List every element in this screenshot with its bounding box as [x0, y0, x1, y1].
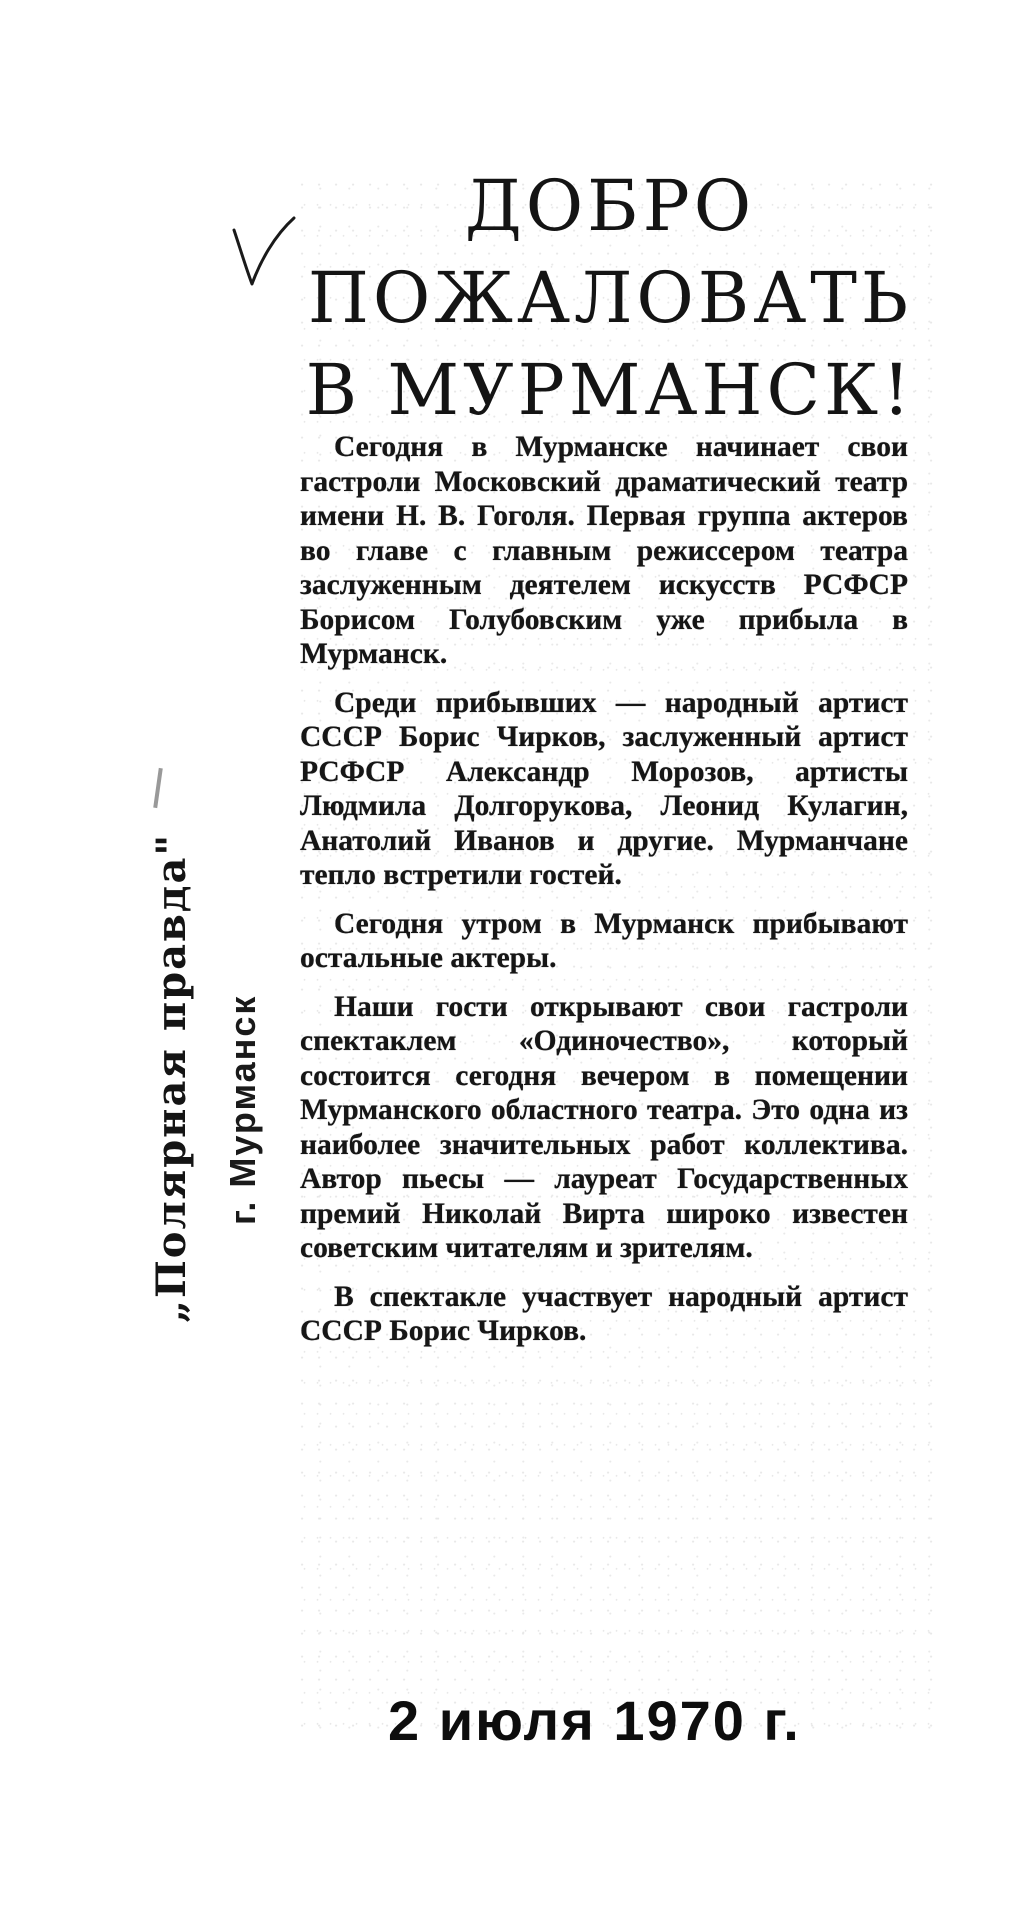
newspaper-city-stamp: г. Мурманск: [222, 994, 263, 1225]
headline-line-2: ПОЖАЛОВАТЬ: [307, 257, 913, 339]
headline-line-3: В МУРМАНСК!: [305, 349, 915, 431]
publication-date: 2 июля 1970 г.: [388, 1689, 801, 1752]
headline-line-1: ДОБРО: [464, 165, 756, 247]
article-paragraph: Сегодня в Мурманске начинает свои гастроли Московский драматический театр имени Н. В. Гоголя. Первая группа актеров во главе с главным режиссером театра заслуженным деятелем искусств РСФСР Борисом Голубовским уже прибыла в Мурманск.: [300, 431, 908, 670]
article-paragraph: В спектакле участвует народный артист СССР Борис Чирков.: [300, 1280, 908, 1347]
newspaper-name-stamp: „Полярная правда": [148, 832, 195, 1323]
article-paragraph: Сегодня утром в Мурманск прибывают остальные актеры.: [300, 907, 908, 974]
article-paragraph: Среди прибывших — народный артист СССР Борис Чирков, заслуженный артист РСФСР Александр Морозов, артисты Людмила Долгорукова, Леонид Кулагин, Анатолий Иванов и другие. Мурманчане тепло встретили гостей.: [300, 686, 908, 891]
headline: [290, 160, 930, 436]
article-paragraph: Наши гости открывают свои гастроли спектаклем «Одиночество», который состоится сегодня вечером в помещении Мурманского областного театра. Это одна из наиболее значительных работ коллектива. Автор пьесы — лауреат Государственных премий Николай Вирта широко известен советским читателям и зрителям.: [300, 990, 908, 1264]
article-body: [300, 430, 908, 1363]
checkmark-icon: [228, 212, 298, 292]
